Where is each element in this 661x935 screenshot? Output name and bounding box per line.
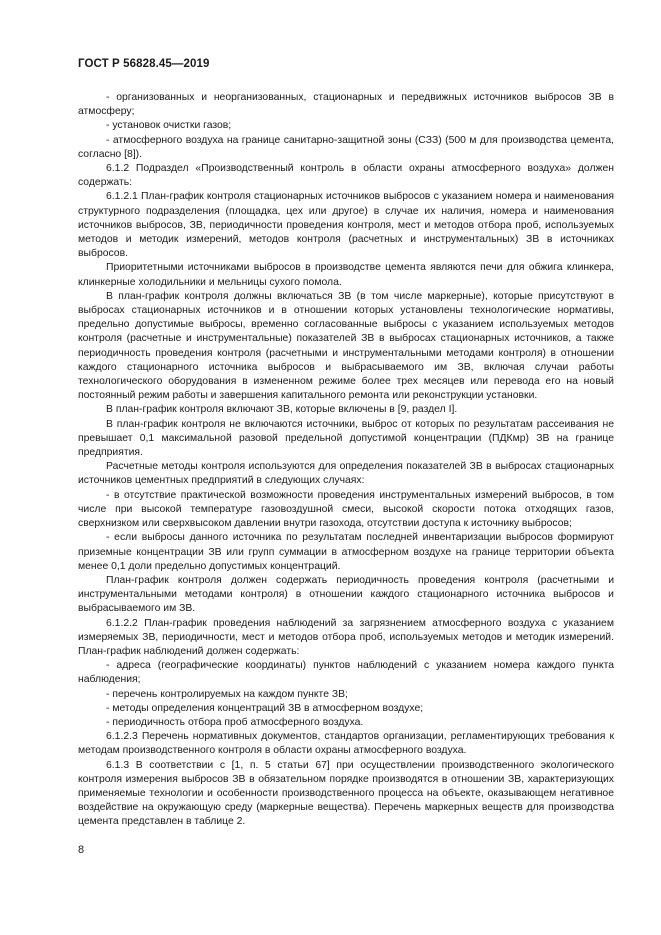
paragraph: - адреса (географические координаты) пунктов наблюдений с указанием номера каждого пункта наблюдения;: [78, 660, 614, 686]
paragraph: - атмосферного воздуха на границе санитарно-защитной зоны (СЗЗ) (500 м для производства цемента, согласно [8]).: [78, 134, 614, 160]
paragraph: 6.1.2 Подраздел «Производственный контроль в области охраны атмосферного воздуха» должен содержать:: [78, 163, 614, 189]
paragraph: - установок очистки газов;: [106, 120, 232, 132]
document-header: ГОСТ Р 56828.45—2019: [78, 58, 210, 70]
paragraph: - периодичность отбора проб атмосферного воздуха.: [106, 716, 364, 728]
paragraph: В план-график контроля должны включаться ЗВ (в том числе маркерные), которые присутствуют в выбросах стационарных источников и в отношении которых установлены технологические нормативы, предельно допустимые выбросы, временно согласованные выбросы с указанием используемых методов контроля (расчетные и инструментальные) показателей ЗВ в выбросах стационарных источников, а также периодичность проведения контроля (расчетными и инструментальными методами контроля) в отношении каждого стационарного источника выбросов и выбрасываемого им ЗВ, включая случаи работы технологического оборудования в измененном режиме более трех месяцев или перевода его на новый постоянный режим работы и завершения капитального ремонта или реконструкции установки.: [78, 290, 614, 402]
paragraph: 6.1.2.2 План-график проведения наблюдений за загрязнением атмосферного воздуха с указанием измеряемых ЗВ, периодичности, мест и методов отбора проб, используемых методов и методик измерений. План-график наблюдений должен содержать:: [78, 617, 614, 657]
paragraph: 6.1.3 В соответствии с [1, п. 5 статьи 67] при осуществлении производственного экологического контроля измерения выбросов ЗВ в обязательном порядке производятся в отношении ЗВ, характеризующих применяемые технологии и особенности производственного процесса на объекте, оказывающем негативное воздействие на окружающую среду (маркерные вещества). Перечень маркерных веществ для производства цемента представлен в таблице 2.: [78, 759, 614, 828]
paragraph: Приоритетными источниками выбросов в производстве цемента являются печи для обжига клинкера, клинкерные холодильники и мельницы сухого помола.: [78, 262, 614, 288]
paragraph: - методы определения концентраций ЗВ в атмосферном воздухе;: [106, 702, 424, 714]
paragraph: - в отсутствие практической возможности проведения инструментальных измерений выбросов, в том числе при высокой температуре газовоздушной смеси, высокой скорости потока отходящих газов, сверхнизком или сверхвысоком давлении внутри газохода, отсутствии доступа к источнику выбросов;: [78, 489, 614, 530]
paragraph: Расчетные методы контроля используются для определения показателей ЗВ в выбросах стационарных источников цементных предприятий в следующих случаях:: [78, 461, 614, 487]
paragraph: В план-график контроля не включаются источники, выброс от которых по результатам рассеивания не превышает 0,1 максимальной разовой предельной допустимой концентрации (ПДКмр) ЗВ на границе предприятия.: [78, 418, 614, 459]
paragraph: План-график контроля должен содержать периодичность проведения контроля (расчетными и инструментальными методами контроля) в отношении каждого стационарного источника выбросов и выбрасываемого им ЗВ.: [78, 574, 614, 615]
paragraph: - если выбросы данного источника по результатам последней инвентаризации выбросов формируют приземные концентрации ЗВ или групп суммации в атмосферном воздухе на границе территории объекта менее 0,1 доли предельно допустимых концентраций.: [78, 532, 614, 572]
document-body: [78, 91, 614, 830]
paragraph: 6.1.2.1 План-график контроля стационарных источников выбросов с указанием номера и наименования структурного подразделения (площадка, цех или другое) в случае их наличия, номера и наименования источников выбросов, ЗВ, периодичности проведения контроля, мест и методов отбора проб, используемых методов и методик измерений, методов контроля (расчетных и инструментальных) ЗВ в источниках выбросов.: [78, 191, 614, 260]
paragraph: 6.1.2.3 Перечень нормативных документов, стандартов организации, регламентирующих требования к методам производственного контроля в области охраны атмосферного воздуха.: [78, 731, 614, 757]
paragraph: В план-график контроля включают ЗВ, которые включены в [9, раздел I].: [106, 404, 458, 416]
paragraph: - перечень контролируемых на каждом пункте ЗВ;: [106, 688, 348, 700]
page-number: 8: [78, 844, 85, 856]
paragraph: - организованных и неорганизованных, стационарных и передвижных источников выбросов ЗВ в атмосферу;: [78, 92, 614, 118]
